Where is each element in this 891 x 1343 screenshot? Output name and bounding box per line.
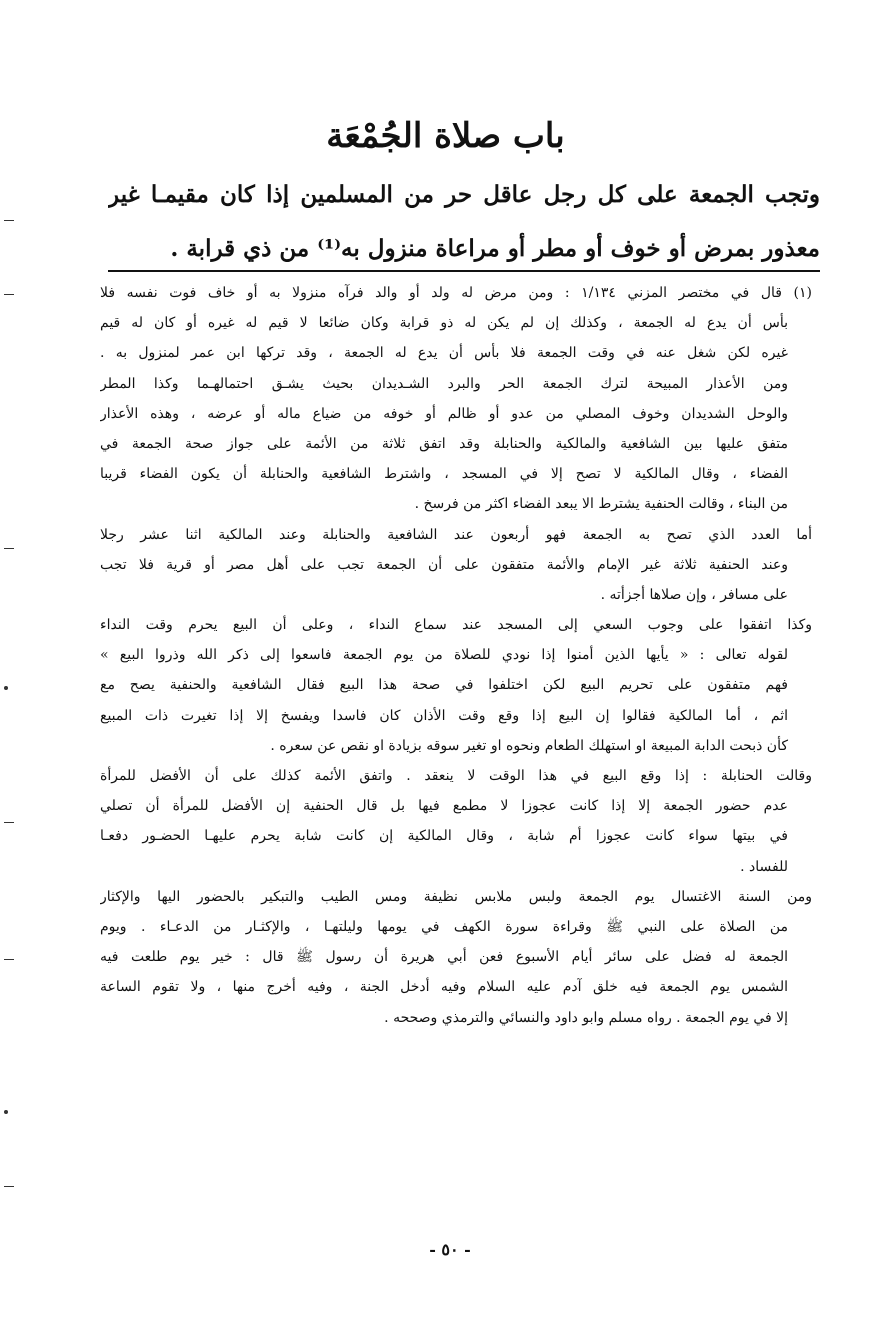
margin-mark [4, 822, 14, 823]
footnote-line: الفضاء ، وقال المالكية لا تصح إلا في المسجد ، واشترط الشافعية والحنابلة أن يكون الفضاء قريبا [100, 466, 788, 483]
footnote-line: الجمعة له فضل على سائر أيام الأسبوع فعن أبي هريرة أن رسول ﷺ قال : خير يوم طلعت فيه [100, 949, 788, 966]
chapter-title: باب صلاة الجُمْعَة [326, 116, 565, 156]
footnote-line: والوحل الشديدان وخوف المصلي من عدو أو ظالم أو خوفه من ضياع ماله أو عرضه ، وهذه الأعذار [100, 405, 788, 422]
footnote-line: ومن الأعذار المبيحة لترك الجمعة الحر والبرد الشـديدان بحيث يشـق احتمالهـما وكذا المطر [100, 375, 788, 392]
footnote-line: من البناء ، وقالت الحنفية يشترط الا يبعد الفضاء اكثر من فرسخ . [414, 496, 788, 513]
main-text-line: وتجب الجمعة على كل رجل عاقل حر من المسلمين إذا كان مقيمـا غير [108, 181, 820, 208]
footnote-line: بأس أن يدع له الجمعة ، وكذلك إن لم يكن له ذو قرابة وكان ضائعا لا قيم له غيره أو كان له قيم [100, 315, 788, 332]
footnote-line: غيره لكن شغل عنه في وقت الجمعة فلا بأس أن يدع له الجمعة ، وقد تركها ابن عمر لمنزول به . [100, 345, 788, 362]
footnote-line: متفق عليها بين الشافعية والمالكية والحنابلة وقد اتفق ثلاثة من الأئمة على جواز صحة الجمعة في [100, 435, 788, 452]
margin-mark [4, 959, 14, 960]
footnotes [100, 278, 812, 1033]
footnote-line: لقوله تعالى : « يأيها الذين أمنوا إذا نودي للصلاة من يوم الجمعة فاسعوا إلى ذكر الله وذروا البيع » [100, 647, 788, 664]
footnote-line: فهم متفقون على تحريم البيع لكن اختلفوا في صحة هذا البيع فقال الشافعية والحنفية يصح مع [100, 677, 788, 694]
footnote-line: إلا في يوم الجمعة . رواه مسلم وابو داود والنسائي والترمذي وصححه . [384, 1009, 788, 1026]
main-text-line: معذور بمرض أو خوف أو مطر أو مراعاة منزول به⁽¹⁾ من ذي قرابة . [170, 235, 820, 262]
margin-mark [4, 294, 14, 295]
footnote-separator [108, 270, 820, 272]
footnote-line: الشمس يوم الجمعة فيه خلق آدم عليه السلام وفيه أدخل الجنة ، وفيه أخرج منها ، ولا تقوم الساعة [100, 979, 788, 996]
footnote-line: كأن ذبحت الدابة المبيعة او استهلك الطعام ونحوه او تغير سوقه بزيادة او نقص عن سعره . [270, 737, 788, 754]
footnote-line: للفساد . [740, 858, 788, 875]
footnote-line: من الصلاة على النبي ﷺ وقراءة سورة الكهف في يومها وليلتهـا ، والإكثـار من الدعـاء . ويوم [100, 918, 788, 935]
main-text [108, 168, 820, 276]
margin-mark [4, 548, 14, 549]
footnote-line: وكذا اتفقوا على وجوب السعي إلى المسجد عند سماع النداء ، وعلى أن البيع يحرم وقت النداء [100, 617, 812, 634]
footnote-line: ومن السنة الاغتسال يوم الجمعة ولبس ملابس نظيفة ومس الطيب والتبكير بالحضور اليها والإكثار [100, 888, 812, 905]
footnote-line: أما العدد الذي تصح به الجمعة فهو أربعون عند الشافعية والحنابلة وعند المالكية اثنا عشر رجلا [100, 526, 812, 543]
footnote-line: وعند الحنفية ثلاثة غير الإمام والأئمة متفقون على أن الجمعة تجب على أهل مصر أو قرية فلا تجب [100, 556, 788, 573]
page-number: - ٥٠ - [429, 1240, 471, 1259]
footnote-line: على مسافر ، وإن صلاها أجزأته . [600, 586, 788, 603]
margin-mark [4, 220, 14, 221]
footnote-line: وقالت الحنابلة : إذا وقع البيع في هذا الوقت لا ينعقد . واتفق الأئمة كذلك على أن الأفضل للمرأة [100, 768, 812, 784]
margin-mark [4, 1110, 8, 1114]
footnote-line: اثم ، أما المالكية فقالوا إن البيع إذا وقع وقت الأذان كان فاسدا ويفسخ إلا إذا تغيرت ذات المبيع [100, 707, 788, 724]
footnote-line: في بيتها سواء كانت عجوزا أم شابة ، وقال المالكية إن كانت شابة يحرم عليهـا الحضـور دفعـا [100, 828, 788, 845]
footnote-line: عدم حضور الجمعة إلا إذا كانت عجوزا لا مطمع فيها بل قال الحنفية إن الأفضل للمرأة أن تصلي [100, 798, 788, 815]
footnote-line: (١) قال في مختصر المزني ١/١٣٤ : ومن مرض له ولد أو والد فرآه منزولا به أو خاف فوت نفسه فلا [100, 285, 812, 301]
margin-mark [4, 1186, 14, 1187]
margin-mark [4, 686, 8, 690]
